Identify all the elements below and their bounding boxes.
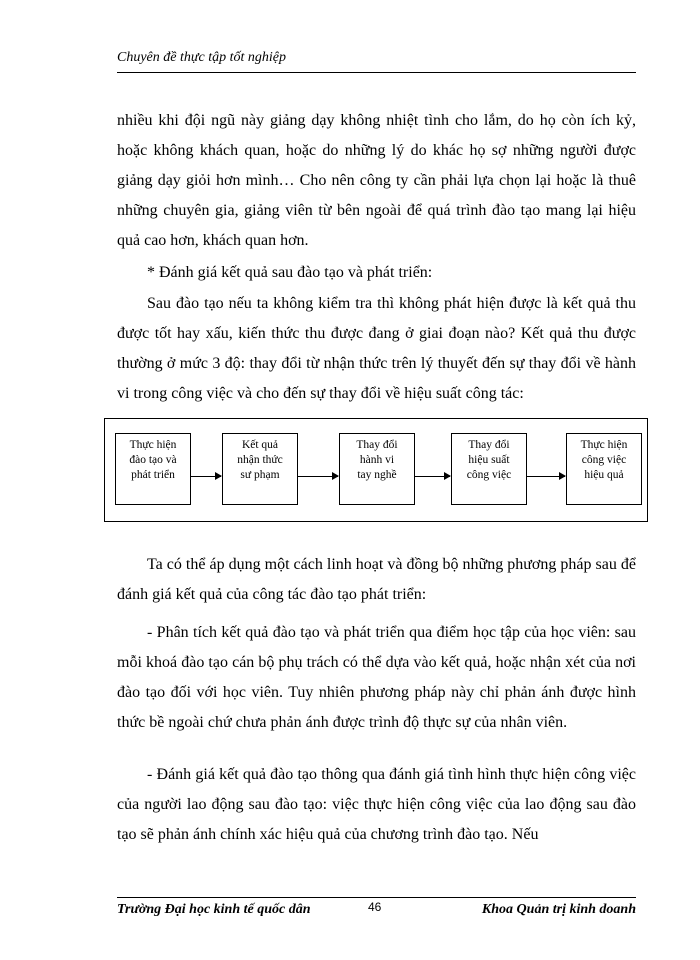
diagram-box-5: [566, 433, 642, 505]
arrow-4: [527, 476, 565, 477]
box-line: công việc: [466, 469, 512, 481]
box-line: Thực hiện: [129, 439, 177, 451]
footer-university: Trường Đại học kinh tế quốc dân: [117, 902, 311, 917]
diagram-box-1: [115, 433, 191, 505]
box-line: nhận thức: [237, 454, 283, 466]
box-line: phát triển: [131, 469, 175, 481]
box-line: Kết quả: [241, 439, 279, 451]
arrow-1: [191, 476, 221, 477]
box-line: Thay đổi: [356, 439, 398, 451]
paragraph-3: Sau đào tạo nếu ta không kiểm tra thì không phát hiện được là kết quả thu được tốt hay xấu, kiến thức thu được đang ở giai đoạn nào? Kết quả thu được thường ở mức 3 độ: thay đổi từ nhận thức trên lý thuyết đến sự thay đổi về hành vi trong công việc và cho đến sự thay đổi về hiệu suất công tác:: [117, 295, 636, 402]
footer-faculty: Khoa Quản trị kinh doanh: [481, 902, 636, 917]
page-number: 46: [368, 900, 382, 914]
diagram-box-2: [222, 433, 298, 505]
paragraph-1: nhiều khi đội ngũ này giảng dạy không nhiệt tình cho lắm, do họ còn ích kỷ, hoặc không khách quan, hoặc do những lý do khác họ sợ những người được giảng dạy giỏi hơn mình… Cho nên công ty cần phải lựa chọn lại hoặc là thuê những chuyên gia, giảng viên từ bên ngoài để quá trình đào tạo mang lại hiệu quả cao hơn, khách quan hơn.: [117, 112, 636, 249]
section-heading-text: * Đánh giá kết quả sau đào tạo và phát triển:: [147, 264, 433, 281]
process-diagram: [104, 418, 648, 522]
header-rule: [117, 72, 636, 73]
arrow-2: [298, 476, 338, 477]
diagram-box-4: [451, 433, 527, 505]
box-line: hành vi: [359, 454, 395, 466]
box-line: hiệu quả: [584, 469, 624, 481]
box-line: Thay đổi: [468, 439, 510, 451]
paragraph-6: - Đánh giá kết quả đào tạo thông qua đánh giá tình hình thực hiện công việc của người lao động sau đào tạo: việc thực hiện công việc của lao động sau đào tạo sẽ phản ánh chính xác hiệu quả của chương trình đào tạo. Nếu: [117, 766, 636, 843]
box-line: đào tạo và: [129, 454, 177, 466]
section-heading: [117, 258, 636, 288]
box-line: sư phạm: [240, 469, 280, 481]
box-line: công việc: [581, 454, 627, 466]
paragraph-4: Ta có thể áp dụng một cách linh hoạt và đồng bộ những phương pháp sau để đánh giá kết quả của công tác đào tạo phát triển:: [117, 556, 636, 603]
diagram-box-3: [339, 433, 415, 505]
box-line: tay nghề: [357, 469, 397, 481]
box-line: hiệu suất: [468, 454, 510, 466]
box-line: Thực hiện: [580, 439, 628, 451]
page-header: Chuyên đề thực tập tốt nghiệp: [117, 50, 286, 65]
paragraph-5: - Phân tích kết quả đào tạo và phát triển qua điểm học tập của học viên: sau mỗi khoá đào tạo cán bộ phụ trách có thể dựa vào kết quả, hoặc nhận xét của nơi đào tạo đối với học viên. Tuy nhiên phương pháp này chỉ phản ánh được hình thức bề ngoài chứ chưa phản ánh được trình độ thực sự của nhân viên.: [117, 624, 636, 731]
arrow-3: [415, 476, 450, 477]
footer-rule: [117, 897, 636, 898]
